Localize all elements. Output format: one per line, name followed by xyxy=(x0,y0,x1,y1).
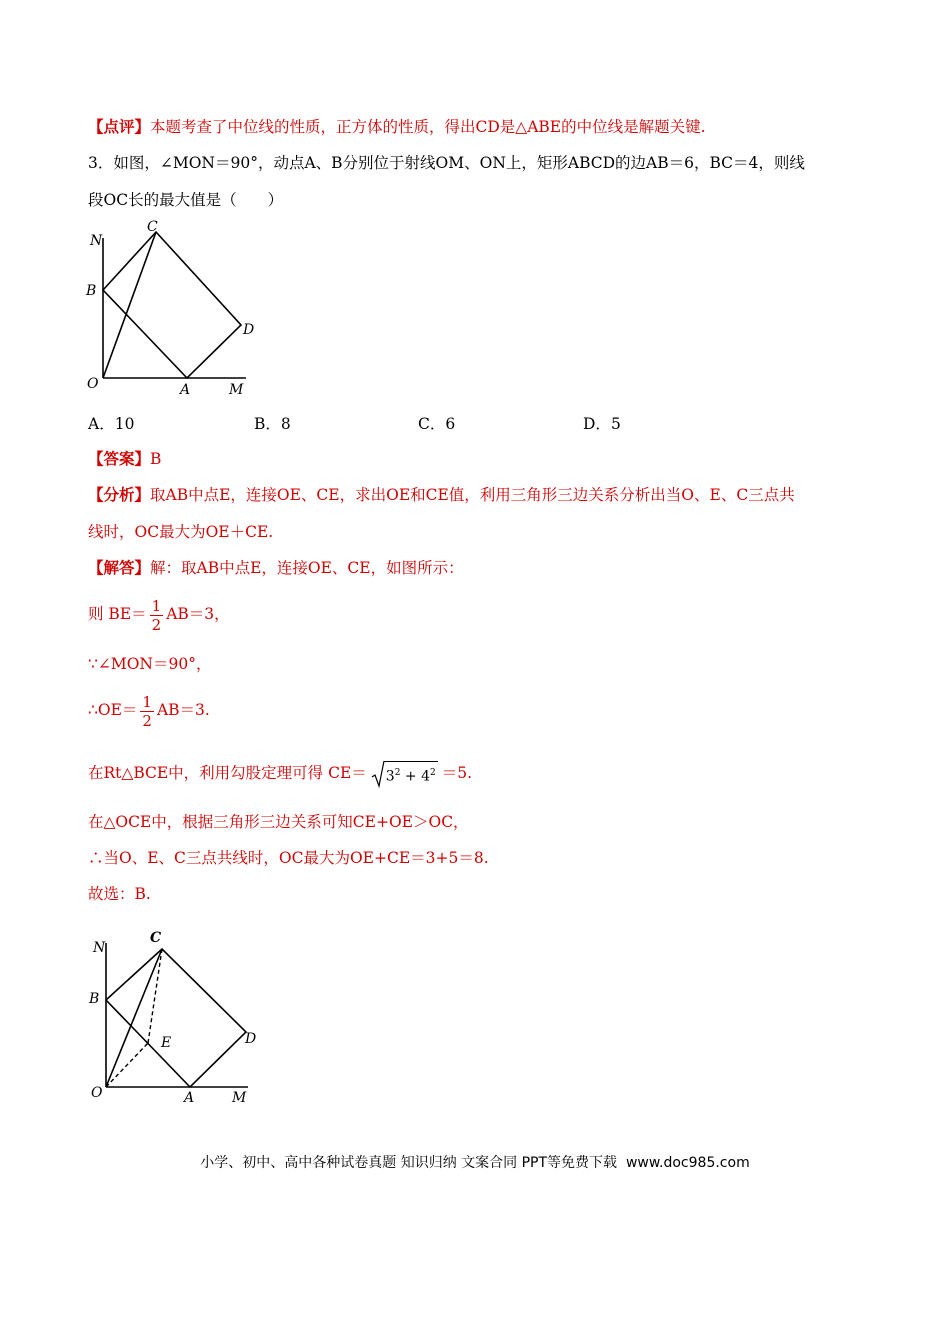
solution-oe-line xyxy=(88,690,210,730)
answer-paragraph xyxy=(88,448,161,470)
fig1-label-m: M xyxy=(229,382,244,398)
fig1-label-o: O xyxy=(87,376,99,392)
fig2-label-b: B xyxy=(89,991,100,1007)
rt-plus: + xyxy=(404,768,417,785)
rt-base-2: 4 xyxy=(421,768,430,785)
solution-because: ∵∠MON＝90°， xyxy=(88,655,212,673)
option-c xyxy=(418,412,455,434)
question-line-2: 段OC长的最大值是（ ） xyxy=(88,191,284,209)
figure-1 xyxy=(84,218,264,400)
solution-be-line xyxy=(88,594,230,634)
figure-2 xyxy=(86,925,266,1110)
sqrt-expression xyxy=(371,760,438,788)
option-b-letter: B． xyxy=(254,415,281,433)
solution-choose: 故选：B. xyxy=(88,885,151,903)
option-b xyxy=(254,412,291,434)
option-d-value: 5 xyxy=(610,415,621,433)
sqrt-radical-icon xyxy=(371,760,385,788)
fig1-label-d: D xyxy=(243,322,255,338)
rt-base-1: 3 xyxy=(385,768,395,785)
be-prefix: 则 BE＝ xyxy=(88,605,147,623)
option-c-letter: C． xyxy=(418,415,446,433)
fig1-label-n: N xyxy=(90,233,103,249)
fig1-label-b: B xyxy=(86,283,97,299)
fig2-label-a: A xyxy=(184,1090,195,1106)
answer-text: B xyxy=(150,450,162,468)
be-suffix: AB＝3， xyxy=(166,605,230,623)
footer-text: 小学、初中、高中各种试卷真题 知识归纳 文案合同 PPT等免费下载 xyxy=(200,1155,618,1171)
be-frac-num: 1 xyxy=(151,596,162,615)
solution-intro-text: 解：取AB中点E，连接OE、CE，如图所示： xyxy=(150,559,464,577)
fig2-label-c: C xyxy=(150,930,162,946)
analysis-line-2: 线时，OC最大为OE＋CE. xyxy=(88,523,274,541)
answer-label: 【答案】 xyxy=(88,449,151,468)
oe-frac-den: 2 xyxy=(142,711,152,730)
rt-exp-2: 2 xyxy=(430,768,436,779)
solution-therefore: ∴当O、E、C三点共线时，OC最大为OE+CE＝3+5＝8. xyxy=(88,849,489,867)
option-b-value: 8 xyxy=(280,415,291,433)
option-a xyxy=(88,412,134,434)
footer-url[interactable]: www.doc985.com xyxy=(625,1155,750,1171)
oe-prefix: ∴OE＝ xyxy=(88,701,138,719)
rt-suffix: ＝5. xyxy=(441,764,473,782)
be-frac-den: 2 xyxy=(151,615,162,634)
analysis-line-1 xyxy=(88,484,795,506)
analysis-text-1: 取AB中点E，连接OE、CE，求出OE和CE值，利用三角形三边关系分析出当O、E、C三点共 xyxy=(150,486,795,504)
oe-fraction xyxy=(140,693,154,730)
rt-exp-1: 2 xyxy=(394,768,401,779)
page-footer xyxy=(0,1152,950,1172)
oe-frac-num: 1 xyxy=(142,692,152,711)
question-line-1: 3．如图，∠MON＝90°，动点A、B分别位于射线OM、ON上，矩形ABCD的边AB＝6，BC＝4，则线 xyxy=(88,154,805,172)
review-paragraph xyxy=(88,116,706,138)
solution-label: 【解答】 xyxy=(88,558,151,577)
option-d xyxy=(583,412,621,434)
option-d-letter: D． xyxy=(583,415,611,433)
be-fraction xyxy=(150,597,164,634)
solution-intro xyxy=(88,557,464,579)
oe-suffix: AB＝3. xyxy=(156,701,210,719)
review-label: 【点评】 xyxy=(88,117,151,136)
fig2-label-d: D xyxy=(245,1031,257,1047)
fig2-label-m: M xyxy=(232,1090,247,1106)
fig2-label-e: E xyxy=(161,1035,172,1051)
rt-prefix: 在Rt△BCE中，利用勾股定理可得 CE＝ xyxy=(88,764,367,782)
option-a-value: 10 xyxy=(114,415,135,433)
review-text: 本题考查了中位线的性质，正方体的性质，得出CD是△ABE的中位线是解题关键. xyxy=(150,118,706,136)
fig1-label-c: C xyxy=(147,219,158,235)
fig1-label-a: A xyxy=(180,382,191,398)
fig2-label-o: O xyxy=(91,1085,103,1101)
option-c-value: 6 xyxy=(445,415,456,433)
solution-triangle: 在△OCE中，根据三角形三边关系可知CE+OE＞OC， xyxy=(88,813,469,831)
option-a-letter: A． xyxy=(88,415,115,433)
analysis-label: 【分析】 xyxy=(88,485,151,504)
solution-rt-line xyxy=(88,760,472,788)
fig2-label-n: N xyxy=(93,940,106,956)
